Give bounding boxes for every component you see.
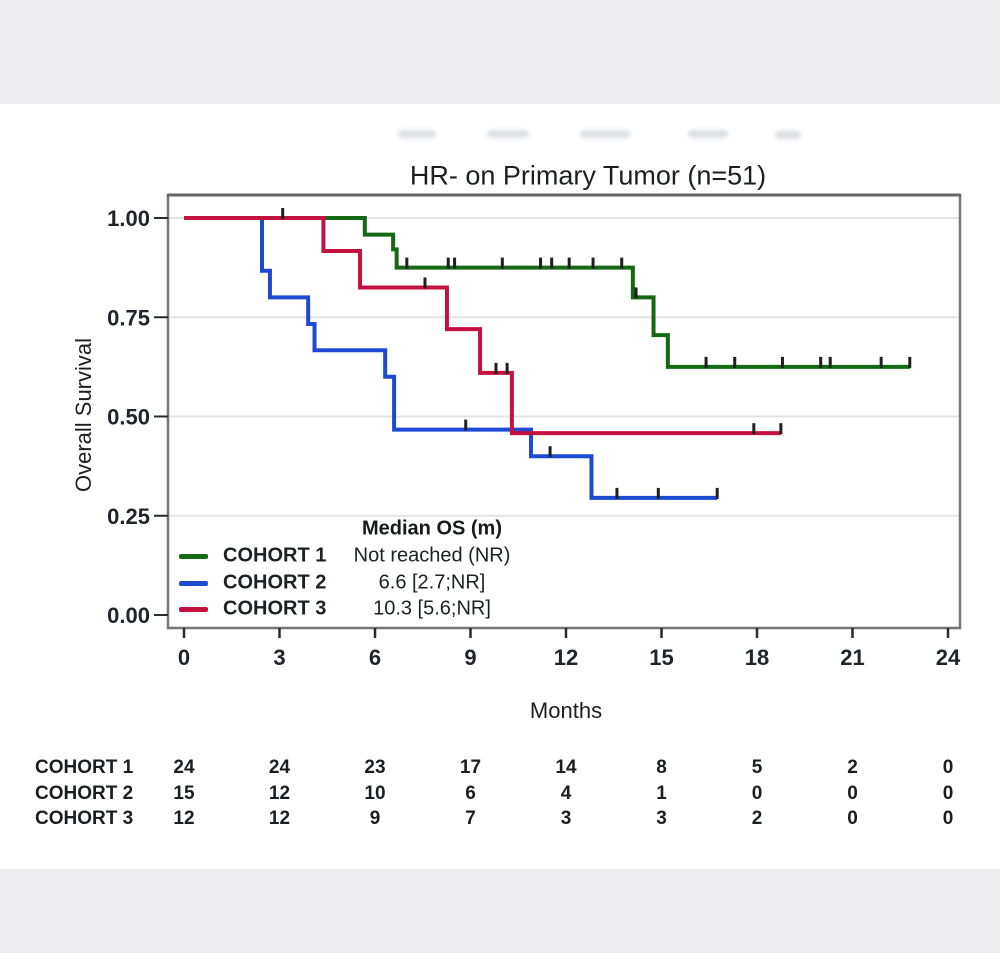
risk-count: 4 xyxy=(560,782,572,804)
x-tick-label: 18 xyxy=(744,645,770,670)
y-tick-label: 0.00 xyxy=(107,603,150,628)
risk-row-label: COHORT 2 xyxy=(35,782,134,804)
x-tick-label: 24 xyxy=(935,645,961,670)
x-tick-label: 0 xyxy=(177,645,191,670)
risk-count: 6 xyxy=(465,782,476,804)
risk-row-label: COHORT 3 xyxy=(35,808,134,829)
risk-count: 2 xyxy=(847,757,858,778)
risk-count: 3 xyxy=(656,808,667,829)
legend-header: Median OS (m) xyxy=(361,517,503,540)
y-tick-label: 0.75 xyxy=(107,305,150,331)
risk-count: 9 xyxy=(369,808,381,829)
risk-count: 12 xyxy=(268,808,291,829)
x-tick-label: 21 xyxy=(840,645,865,670)
risk-count: 14 xyxy=(555,757,577,778)
risk-count: 17 xyxy=(459,757,482,778)
x-tick-label: 12 xyxy=(553,645,579,670)
survival-curve-cohort-3 xyxy=(184,218,781,433)
x-tick-label: 6 xyxy=(368,645,382,670)
risk-count: 8 xyxy=(656,757,667,778)
risk-count: 10 xyxy=(364,782,386,804)
risk-count: 12 xyxy=(173,808,195,829)
legend-median-value: 6.6 [2.7;NR] xyxy=(378,571,486,594)
legend-median-value: 10.3 [5.6;NR] xyxy=(373,597,491,620)
risk-row-label: COHORT 1 xyxy=(35,757,134,778)
y-tick-label: 0.50 xyxy=(107,404,150,430)
risk-count: 23 xyxy=(364,757,386,778)
x-tick-label: 15 xyxy=(649,645,674,670)
legend-swatch-cohort-1 xyxy=(179,554,208,559)
survival-curve-cohort-1 xyxy=(184,218,910,367)
risk-count: 24 xyxy=(268,757,291,778)
risk-count: 0 xyxy=(942,808,954,829)
risk-count: 1 xyxy=(656,782,667,804)
legend-swatch-cohort-3 xyxy=(179,607,208,612)
x-tick-label: 9 xyxy=(464,645,477,670)
risk-count: 24 xyxy=(173,757,195,778)
legend-median-value: Not reached (NR) xyxy=(353,544,511,567)
risk-count: 12 xyxy=(268,782,291,804)
risk-count: 15 xyxy=(173,782,195,804)
legend-series-name: COHORT 2 xyxy=(223,571,327,594)
chart-title: HR- on Primary Tumor (n=51) xyxy=(409,160,767,191)
risk-count: 0 xyxy=(942,782,954,804)
risk-count: 2 xyxy=(751,808,763,829)
y-tick-label: 1.00 xyxy=(107,206,150,231)
risk-count: 5 xyxy=(751,757,763,778)
risk-count: 0 xyxy=(751,782,763,804)
risk-count: 0 xyxy=(847,782,858,804)
risk-count: 3 xyxy=(560,808,572,829)
x-axis-title: Months xyxy=(529,698,603,723)
risk-count: 7 xyxy=(465,808,476,829)
survival-curve-cohort-2 xyxy=(184,218,717,498)
legend-series-name: COHORT 1 xyxy=(223,544,327,567)
legend-series-name: COHORT 3 xyxy=(223,597,327,620)
y-axis-title: Overall Survival xyxy=(71,337,96,493)
x-tick-label: 3 xyxy=(273,645,286,670)
y-tick-label: 0.25 xyxy=(107,503,150,529)
risk-count: 0 xyxy=(847,808,858,829)
legend-swatch-cohort-2 xyxy=(179,581,208,586)
risk-count: 0 xyxy=(942,757,954,778)
